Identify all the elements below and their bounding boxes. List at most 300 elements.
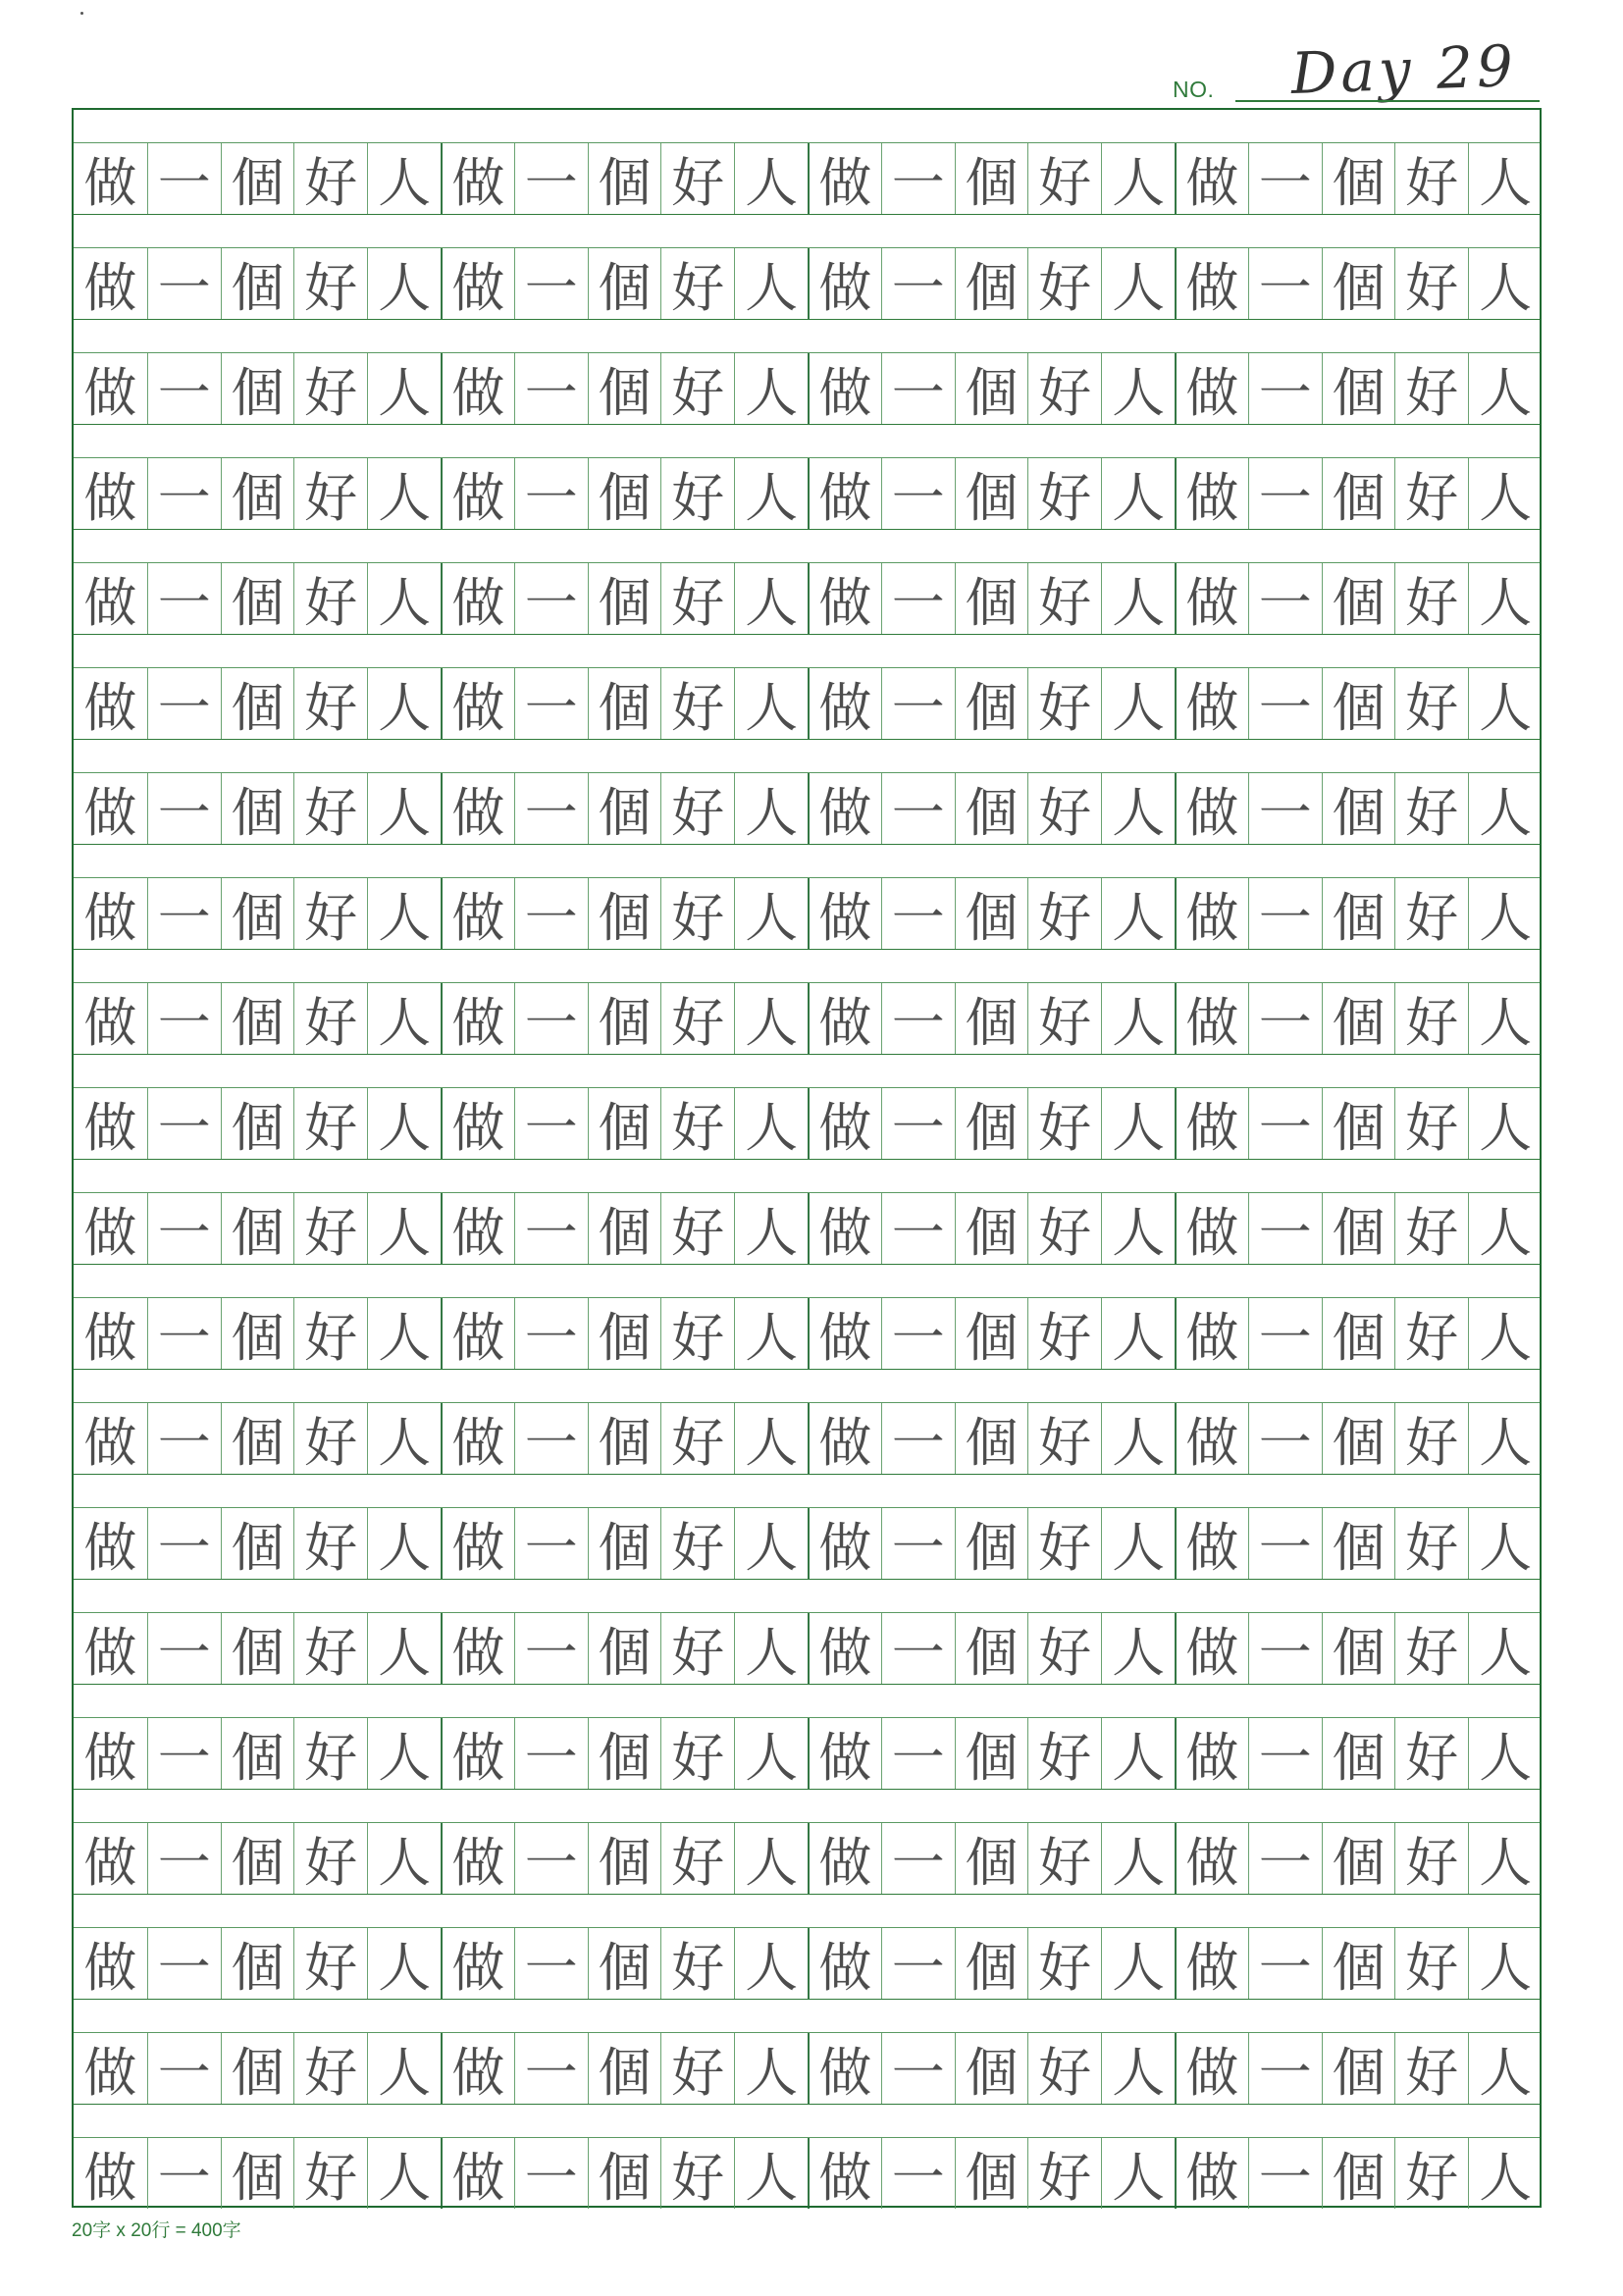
row-spacer xyxy=(74,950,1540,983)
grid-row xyxy=(74,2105,1540,2210)
character-cell: 個 xyxy=(588,1508,661,1579)
character-cell: 一 xyxy=(881,773,955,844)
character-cell: 好 xyxy=(1027,1193,1101,1264)
character-cell: 一 xyxy=(147,1508,221,1579)
character-cell: 個 xyxy=(221,1823,294,1894)
character-cell: 個 xyxy=(1322,1613,1395,1684)
character-cell: 好 xyxy=(1027,458,1101,529)
character-cell: 做 xyxy=(441,1298,514,1369)
character-cell: 做 xyxy=(808,143,881,214)
character-cell: 人 xyxy=(1101,1508,1175,1579)
character-cell: 一 xyxy=(147,1613,221,1684)
character-cell: 做 xyxy=(808,1718,881,1789)
character-cell: 做 xyxy=(1175,1613,1248,1684)
character-cell: 好 xyxy=(660,1613,734,1684)
character-cell: 個 xyxy=(221,458,294,529)
character-cell: 做 xyxy=(808,878,881,949)
character-cell: 好 xyxy=(1027,1718,1101,1789)
character-cell: 一 xyxy=(147,878,221,949)
character-cell: 人 xyxy=(1101,563,1175,634)
character-cell: 一 xyxy=(147,248,221,319)
character-cell: 好 xyxy=(1394,773,1468,844)
character-cell: 人 xyxy=(1468,458,1542,529)
character-cell: 個 xyxy=(955,878,1028,949)
character-cell: 做 xyxy=(83,1936,137,1999)
grid-row xyxy=(74,2000,1540,2105)
character-cell: 好 xyxy=(1394,1403,1468,1474)
character-cell: 一 xyxy=(881,1718,955,1789)
character-cell: 人 xyxy=(1101,668,1175,739)
character-cell: 好 xyxy=(293,1823,367,1894)
grid-row xyxy=(74,1475,1540,1580)
character-cell: 一 xyxy=(1248,353,1322,424)
character-cell: 人 xyxy=(734,668,808,739)
character-cell: 做 xyxy=(83,571,137,634)
character-cell: 做 xyxy=(441,2138,514,2209)
character-cell: 一 xyxy=(1248,2138,1322,2209)
character-cell: 做 xyxy=(441,1088,514,1159)
character-cell: 人 xyxy=(734,983,808,1054)
character-cell: 個 xyxy=(221,1403,294,1474)
character-cell: 好 xyxy=(1394,2138,1468,2209)
character-cell: 人 xyxy=(367,1928,441,1999)
character-cell: 做 xyxy=(808,668,881,739)
character-cell: 做 xyxy=(1175,458,1248,529)
character-cell: 人 xyxy=(734,2138,808,2209)
character-cell: 一 xyxy=(1248,1193,1322,1264)
character-cell: 做 xyxy=(441,353,514,424)
character-cell: 好 xyxy=(293,2033,367,2104)
character-cell: 個 xyxy=(588,2033,661,2104)
character-cell: 個 xyxy=(1322,1403,1395,1474)
row-spacer xyxy=(74,1265,1540,1298)
character-cell: 一 xyxy=(881,878,955,949)
row-spacer xyxy=(74,1370,1540,1403)
character-cell: 一 xyxy=(881,1088,955,1159)
character-cell: 個 xyxy=(221,248,294,319)
character-cell: 個 xyxy=(588,1088,661,1159)
character-cell: 好 xyxy=(293,1403,367,1474)
character-cell: 好 xyxy=(293,1508,367,1579)
character-cell: 好 xyxy=(660,1718,734,1789)
character-cell: 個 xyxy=(1322,353,1395,424)
character-cell: 人 xyxy=(1101,878,1175,949)
character-cell: 做 xyxy=(441,1928,514,1999)
character-cell: 一 xyxy=(1248,458,1322,529)
character-cell: 好 xyxy=(293,1718,367,1789)
character-cell: 做 xyxy=(1175,1403,1248,1474)
character-cell: 一 xyxy=(514,1718,588,1789)
character-cell: 一 xyxy=(147,2138,221,2209)
grid-row xyxy=(74,110,1540,215)
character-cell: 個 xyxy=(588,773,661,844)
row-spacer xyxy=(74,2000,1540,2033)
character-cell: 好 xyxy=(293,878,367,949)
character-cell: 個 xyxy=(1322,1298,1395,1369)
day-number-handwritten: Day 29 xyxy=(1289,32,1518,108)
character-cell: 好 xyxy=(1394,458,1468,529)
row-spacer xyxy=(74,1580,1540,1613)
row-spacer xyxy=(74,1160,1540,1193)
character-cell: 一 xyxy=(514,1508,588,1579)
character-cell: 個 xyxy=(588,353,661,424)
character-cell: 人 xyxy=(367,773,441,844)
character-cell: 做 xyxy=(441,1508,514,1579)
character-cell: 個 xyxy=(1322,1508,1395,1579)
character-cell: 做 xyxy=(1175,1928,1248,1999)
row-spacer xyxy=(74,845,1540,878)
character-cell: 做 xyxy=(441,1403,514,1474)
grid-row xyxy=(74,1580,1540,1685)
character-cell: 人 xyxy=(734,1928,808,1999)
character-cell: 個 xyxy=(1322,1193,1395,1264)
character-cell: 好 xyxy=(293,563,367,634)
character-cell: 人 xyxy=(734,1823,808,1894)
grid-row xyxy=(74,215,1540,320)
character-cell: 人 xyxy=(367,1508,441,1579)
character-cell: 一 xyxy=(514,773,588,844)
row-spacer xyxy=(74,635,1540,668)
character-cell: 好 xyxy=(1394,668,1468,739)
character-cell: 個 xyxy=(221,353,294,424)
character-cell: 人 xyxy=(367,878,441,949)
character-cell: 個 xyxy=(221,2033,294,2104)
character-cell: 做 xyxy=(83,256,137,319)
character-cell: 人 xyxy=(734,1088,808,1159)
character-cell: 人 xyxy=(1468,143,1542,214)
character-cell: 做 xyxy=(808,2138,881,2209)
character-cell: 好 xyxy=(1027,1508,1101,1579)
character-cell: 一 xyxy=(147,1088,221,1159)
character-cell: 個 xyxy=(221,1508,294,1579)
grid-row xyxy=(74,425,1540,530)
character-cell: 做 xyxy=(1175,248,1248,319)
character-cell: 人 xyxy=(1101,1298,1175,1369)
character-cell: 做 xyxy=(1175,1193,1248,1264)
character-cell: 一 xyxy=(514,1193,588,1264)
character-cell: 個 xyxy=(588,1403,661,1474)
character-cell: 好 xyxy=(660,1508,734,1579)
character-cell: 個 xyxy=(221,878,294,949)
character-cell: 個 xyxy=(588,248,661,319)
character-cell: 好 xyxy=(1027,1088,1101,1159)
character-cell: 做 xyxy=(808,248,881,319)
character-cell: 個 xyxy=(955,353,1028,424)
character-cell: 人 xyxy=(1468,1613,1542,1684)
character-cell: 做 xyxy=(1175,1718,1248,1789)
character-cell: 好 xyxy=(1394,1718,1468,1789)
character-cell: 人 xyxy=(367,1298,441,1369)
character-cell: 做 xyxy=(808,353,881,424)
character-cell: 一 xyxy=(881,1613,955,1684)
character-cell: 人 xyxy=(367,353,441,424)
character-cell: 人 xyxy=(367,983,441,1054)
grid-row xyxy=(74,1160,1540,1265)
character-cell: 好 xyxy=(1027,563,1101,634)
grid-row xyxy=(74,1265,1540,1370)
character-cell: 個 xyxy=(588,143,661,214)
character-cell: 一 xyxy=(881,1508,955,1579)
character-cell: 個 xyxy=(588,563,661,634)
character-cell: 做 xyxy=(808,563,881,634)
character-cell: 人 xyxy=(1468,1088,1542,1159)
character-cell: 做 xyxy=(441,458,514,529)
character-cell: 人 xyxy=(1468,1508,1542,1579)
character-cell: 一 xyxy=(881,983,955,1054)
character-cell: 人 xyxy=(1101,1823,1175,1894)
character-cell: 人 xyxy=(1468,1928,1542,1999)
character-cell: 個 xyxy=(588,1718,661,1789)
character-cell: 人 xyxy=(1101,2033,1175,2104)
character-cell: 一 xyxy=(1248,1613,1322,1684)
grid-row xyxy=(74,1370,1540,1475)
character-cell: 人 xyxy=(734,563,808,634)
character-cell: 個 xyxy=(221,1298,294,1369)
character-cell: 個 xyxy=(221,668,294,739)
number-underline xyxy=(1235,100,1540,102)
character-cell: 做 xyxy=(441,1823,514,1894)
character-cell: 好 xyxy=(1394,1298,1468,1369)
character-cell: 做 xyxy=(83,2146,137,2209)
character-cell: 人 xyxy=(1101,1928,1175,1999)
character-cell: 好 xyxy=(1027,1298,1101,1369)
character-cell: 一 xyxy=(881,563,955,634)
character-cell: 個 xyxy=(221,1088,294,1159)
grid-row xyxy=(74,845,1540,950)
character-cell: 做 xyxy=(441,1613,514,1684)
character-cell: 做 xyxy=(83,151,137,214)
character-cell: 好 xyxy=(1027,983,1101,1054)
character-cell: 做 xyxy=(441,668,514,739)
character-cell: 做 xyxy=(1175,2138,1248,2209)
character-cell: 好 xyxy=(1027,353,1101,424)
character-cell: 做 xyxy=(83,1096,137,1159)
character-cell: 做 xyxy=(808,1613,881,1684)
character-cell: 做 xyxy=(1175,143,1248,214)
character-cell: 做 xyxy=(1175,563,1248,634)
character-cell: 一 xyxy=(881,1193,955,1264)
character-cell: 個 xyxy=(955,1718,1028,1789)
character-cell: 做 xyxy=(83,1411,137,1474)
character-cell: 一 xyxy=(514,878,588,949)
character-cell: 人 xyxy=(367,2033,441,2104)
character-cell: 做 xyxy=(83,991,137,1054)
character-cell: 好 xyxy=(1394,878,1468,949)
character-cell: 好 xyxy=(1394,143,1468,214)
character-cell: 一 xyxy=(1248,668,1322,739)
character-cell: 人 xyxy=(1468,668,1542,739)
character-cell: 好 xyxy=(293,143,367,214)
character-cell: 人 xyxy=(1468,878,1542,949)
character-cell: 做 xyxy=(83,1621,137,1684)
character-cell: 一 xyxy=(514,1613,588,1684)
character-cell: 個 xyxy=(1322,878,1395,949)
character-cell: 一 xyxy=(147,1823,221,1894)
character-cell: 個 xyxy=(588,2138,661,2209)
character-cell: 做 xyxy=(441,1193,514,1264)
grid-row xyxy=(74,1790,1540,1895)
character-cell: 個 xyxy=(1322,248,1395,319)
row-spacer xyxy=(74,530,1540,563)
character-cell: 一 xyxy=(514,1823,588,1894)
character-cell: 做 xyxy=(83,1831,137,1894)
character-cell: 個 xyxy=(1322,2138,1395,2209)
character-cell: 人 xyxy=(734,143,808,214)
character-cell: 個 xyxy=(221,2138,294,2209)
character-cell: 好 xyxy=(660,1403,734,1474)
character-cell: 個 xyxy=(1322,1928,1395,1999)
character-cell: 一 xyxy=(514,353,588,424)
character-cell: 做 xyxy=(83,466,137,529)
character-cell: 人 xyxy=(734,2033,808,2104)
character-cell: 人 xyxy=(734,1403,808,1474)
row-spacer xyxy=(74,425,1540,458)
character-cell: 人 xyxy=(734,458,808,529)
character-cell: 人 xyxy=(367,563,441,634)
character-cell: 好 xyxy=(660,143,734,214)
character-cell: 人 xyxy=(1468,353,1542,424)
character-cell: 個 xyxy=(221,1613,294,1684)
character-cell: 人 xyxy=(734,1718,808,1789)
character-cell: 一 xyxy=(147,1403,221,1474)
character-cell: 做 xyxy=(808,1088,881,1159)
character-cell: 做 xyxy=(83,1726,137,1789)
character-cell: 做 xyxy=(83,781,137,844)
character-cell: 一 xyxy=(147,143,221,214)
character-cell: 好 xyxy=(1027,1928,1101,1999)
character-cell: 個 xyxy=(1322,1718,1395,1789)
character-cell: 一 xyxy=(881,1928,955,1999)
character-cell: 好 xyxy=(660,353,734,424)
character-cell: 個 xyxy=(221,563,294,634)
character-cell: 一 xyxy=(514,248,588,319)
character-cell: 人 xyxy=(1468,248,1542,319)
character-cell: 個 xyxy=(588,983,661,1054)
character-cell: 人 xyxy=(367,1193,441,1264)
character-cell: 好 xyxy=(1394,248,1468,319)
character-cell: 做 xyxy=(808,1823,881,1894)
character-cell: 做 xyxy=(83,676,137,739)
character-cell: 做 xyxy=(441,563,514,634)
character-cell: 做 xyxy=(83,361,137,424)
character-cell: 人 xyxy=(367,1403,441,1474)
character-cell: 人 xyxy=(1101,353,1175,424)
character-cell: 好 xyxy=(660,1298,734,1369)
character-cell: 做 xyxy=(808,1508,881,1579)
row-spacer xyxy=(74,740,1540,773)
character-cell: 人 xyxy=(1468,1403,1542,1474)
character-cell: 好 xyxy=(660,1823,734,1894)
row-spacer xyxy=(74,1685,1540,1718)
character-cell: 一 xyxy=(881,143,955,214)
character-cell: 好 xyxy=(660,1928,734,1999)
character-cell: 個 xyxy=(1322,2033,1395,2104)
character-cell: 好 xyxy=(293,1298,367,1369)
character-cell: 一 xyxy=(881,668,955,739)
character-cell: 個 xyxy=(221,1928,294,1999)
character-cell: 個 xyxy=(955,1613,1028,1684)
character-cell: 人 xyxy=(1101,143,1175,214)
character-cell: 做 xyxy=(808,983,881,1054)
character-cell: 一 xyxy=(1248,1088,1322,1159)
grid-row xyxy=(74,1895,1540,2000)
character-cell: 個 xyxy=(1322,143,1395,214)
character-cell: 個 xyxy=(955,458,1028,529)
character-cell: 一 xyxy=(1248,563,1322,634)
character-cell: 好 xyxy=(293,668,367,739)
character-cell: 好 xyxy=(660,2033,734,2104)
character-cell: 個 xyxy=(1322,1823,1395,1894)
character-cell: 一 xyxy=(147,773,221,844)
character-cell: 個 xyxy=(588,1193,661,1264)
character-cell: 一 xyxy=(1248,143,1322,214)
grid-row xyxy=(74,320,1540,425)
character-cell: 好 xyxy=(1394,1613,1468,1684)
character-cell: 做 xyxy=(1175,353,1248,424)
character-cell: 做 xyxy=(441,1718,514,1789)
character-cell: 好 xyxy=(1027,1613,1101,1684)
character-cell: 一 xyxy=(147,1193,221,1264)
character-cell: 好 xyxy=(1394,1508,1468,1579)
character-cell: 好 xyxy=(660,983,734,1054)
number-label: NO. xyxy=(1173,77,1215,102)
character-cell: 個 xyxy=(1322,458,1395,529)
grid-row xyxy=(74,950,1540,1055)
character-cell: 人 xyxy=(1101,1088,1175,1159)
character-cell: 一 xyxy=(147,983,221,1054)
character-cell: 個 xyxy=(955,983,1028,1054)
character-cell: 做 xyxy=(808,1928,881,1999)
grid-row xyxy=(74,1055,1540,1160)
character-cell: 一 xyxy=(1248,1823,1322,1894)
grid-row xyxy=(74,740,1540,845)
character-cell: 一 xyxy=(514,458,588,529)
character-cell: 人 xyxy=(1468,2033,1542,2104)
character-cell: 做 xyxy=(1175,2033,1248,2104)
character-cell: 人 xyxy=(734,1193,808,1264)
character-cell: 人 xyxy=(1468,563,1542,634)
character-cell: 好 xyxy=(660,2138,734,2209)
character-cell: 個 xyxy=(221,1718,294,1789)
row-spacer xyxy=(74,215,1540,248)
character-cell: 人 xyxy=(1468,1298,1542,1369)
character-cell: 一 xyxy=(1248,1718,1322,1789)
character-cell: 人 xyxy=(1101,248,1175,319)
character-cell: 一 xyxy=(881,248,955,319)
character-cell: 人 xyxy=(1101,458,1175,529)
character-cell: 好 xyxy=(1027,878,1101,949)
character-cell: 個 xyxy=(955,2138,1028,2209)
character-cell: 好 xyxy=(1027,2033,1101,2104)
character-cell: 人 xyxy=(367,248,441,319)
character-cell: 做 xyxy=(83,1306,137,1369)
character-cell: 好 xyxy=(293,1613,367,1684)
character-cell: 人 xyxy=(1468,1823,1542,1894)
character-cell: 人 xyxy=(734,1613,808,1684)
character-cell: 個 xyxy=(221,983,294,1054)
character-cell: 做 xyxy=(83,1516,137,1579)
character-cell: 做 xyxy=(83,1201,137,1264)
character-cell: 好 xyxy=(1027,1403,1101,1474)
character-cell: 好 xyxy=(1027,143,1101,214)
character-cell: 做 xyxy=(1175,1823,1248,1894)
character-cell: 好 xyxy=(293,983,367,1054)
row-spacer xyxy=(74,2105,1540,2138)
character-cell: 做 xyxy=(83,886,137,949)
character-cell: 人 xyxy=(1101,1613,1175,1684)
character-cell: 人 xyxy=(367,1823,441,1894)
character-cell: 好 xyxy=(660,1193,734,1264)
